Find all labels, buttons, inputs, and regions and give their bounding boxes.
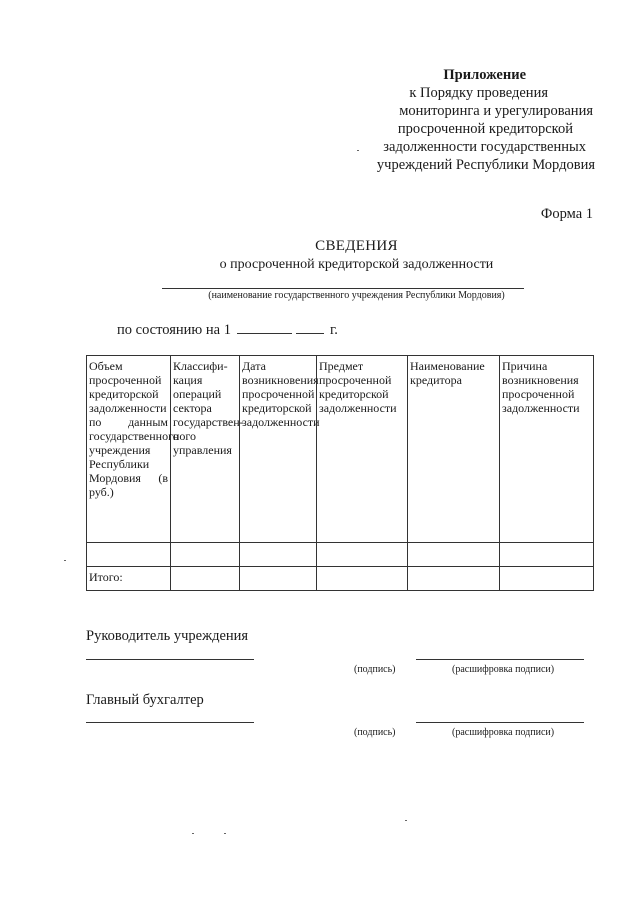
accountant-signature-caption: (подпись) [354,727,396,738]
table-header-row [87,356,594,543]
accountant-position-line[interactable] [86,722,254,723]
appendix-line: к Порядку проведения [409,85,548,101]
table-cell[interactable] [500,543,594,567]
appendix-title: Приложение [443,67,526,83]
table-cell[interactable] [317,567,408,591]
header-cell: Классифи-кация операций сектора государствен-ного управления [171,356,240,543]
table-cell[interactable] [171,567,240,591]
as-of-prefix: по состоянию на 1 [117,322,231,338]
accountant-decoding-line[interactable] [416,722,584,723]
accountant-signature-label: Главный бухгалтер [86,692,204,708]
table-cell[interactable] [240,543,317,567]
table-cell[interactable] [87,543,171,567]
table-cell[interactable] [317,543,408,567]
header-cell: Объем просроченной кредиторской задолженности по данным государственного учреждения Республики Мордовия (в руб.) [87,356,171,543]
table-cell[interactable] [500,567,594,591]
head-decoding-caption: (расшифровка подписи) [452,664,555,675]
head-signature-caption: (подпись) [354,664,396,675]
scan-speck [357,150,359,151]
institution-name-caption: (наименование государственного учреждения Республики Мордовия) [208,290,505,301]
header-cell: Дата возникновения просроченной кредиторской задолженности [240,356,317,543]
scan-speck [224,833,226,834]
year-blank [296,322,324,334]
document-subtitle: о просроченной кредиторской задолженности [219,257,494,272]
table-total-row [87,567,594,591]
institution-name-line [162,288,524,289]
appendix-line: мониторинга и урегулирования [399,103,593,119]
scan-speck [405,820,407,821]
document-title: СВЕДЕНИЯ [315,238,398,254]
form-number: Форма 1 [540,206,593,222]
header-cell: Предмет просроченной кредиторской задолженности [317,356,408,543]
appendix-line: просроченной кредиторской [397,121,573,137]
date-blank [237,322,292,334]
table-cell[interactable] [240,567,317,591]
head-signature-label: Руководитель учреждения [86,628,249,644]
overdue-debt-table [86,355,594,591]
head-position-line[interactable] [86,659,254,660]
appendix-line: учреждений Республики Мордовия [376,157,595,173]
appendix-line: задолженности государственных [383,139,586,155]
table-cell[interactable] [408,567,500,591]
table-cell[interactable] [171,543,240,567]
header-cell: Причина возникновения просроченной задолженности [500,356,594,543]
table-row [87,543,594,567]
accountant-decoding-caption: (расшифровка подписи) [452,727,555,738]
header-cell: Наименование кредитора [408,356,500,543]
total-label: Итого: [87,567,171,591]
as-of-suffix: г. [329,322,338,338]
appendix-block [377,66,595,174]
as-of-date [117,322,338,339]
head-decoding-line[interactable] [416,659,584,660]
scan-speck [192,833,194,834]
table-cell[interactable] [408,543,500,567]
scan-speck [64,560,66,561]
